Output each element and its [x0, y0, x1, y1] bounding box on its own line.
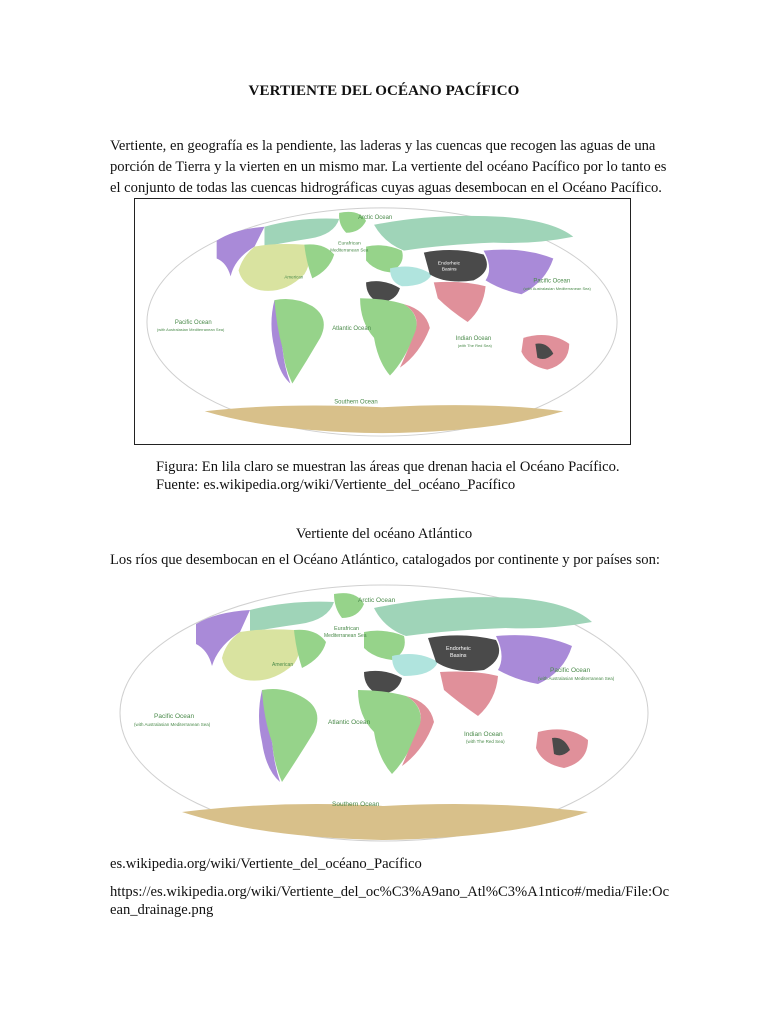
paragraph-line: Vertiente, en geografía es la pendiente, las laderas y las cuencas que recogen las aguas de una — [110, 138, 656, 154]
map-label-basins: Basins — [441, 267, 457, 273]
map-label-basins: Basins — [450, 653, 467, 659]
map-label-pacific-left: Pacific Ocean — [174, 319, 212, 326]
caption-line: Figura: En lila claro se muestran las áreas que drenan hacia el Océano Pacífico. — [156, 459, 620, 475]
section-intro: Los ríos que desembocan en el Océano Atlántico, catalogados por continente y por países son: — [110, 552, 660, 568]
section-subtitle: Vertiente del océano Atlántico — [295, 526, 473, 542]
link-line: https://es.wikipedia.org/wiki/Vertiente_del_oc%C3%A9ano_Atl%C3%A1ntico#/media/File:Oc — [110, 884, 670, 900]
map-label-pacific-right: Pacific Ocean — [550, 667, 591, 674]
map-label-endorheic: Endorheic — [437, 261, 461, 267]
map-label-american: American — [284, 274, 304, 280]
figure-caption — [156, 458, 620, 494]
map-label-pacific-sub-right: (with Australasian Mediterranean Sea) — [523, 286, 591, 292]
map-label-indian-sub: (with The Red Sea) — [457, 342, 492, 348]
map-label-southern: Southern Ocean — [334, 399, 378, 406]
map-label-pacific-left: Pacific Ocean — [154, 713, 195, 720]
map-label-arctic: Arctic Ocean — [358, 597, 396, 604]
intro-paragraph — [110, 136, 670, 199]
map-label-eurafrican: Eurafrican — [338, 241, 361, 247]
map-label-arctic: Arctic Ocean — [358, 214, 393, 221]
atlantic-drainage-map — [112, 580, 656, 846]
antarctica-region — [205, 405, 564, 433]
map-label-southern: Southern Ocean — [332, 801, 380, 808]
page-title: VERTIENTE DEL OCÉANO PACÍFICO — [248, 83, 520, 99]
map-label-american: American — [272, 662, 294, 668]
source-link-pacific[interactable]: es.wikipedia.org/wiki/Vertiente_del_océano_Pacífico — [110, 856, 422, 872]
map-label-atlantic: Atlantic Ocean — [328, 719, 371, 726]
paragraph-line: porción de Tierra y la vierten en un mismo mar. La vertiente del océano Pacífico por lo tanto es — [110, 159, 667, 175]
source-link-atlantic[interactable] — [110, 883, 670, 919]
map-label-indian-sub: (with The Red Sea) — [466, 739, 505, 744]
pacific-drainage-map — [134, 198, 631, 445]
map-label-pacific-right: Pacific Ocean — [533, 278, 571, 285]
map-label-med: Mediterranean Sea — [330, 247, 369, 253]
map-label-eurafrican: Eurafrican — [334, 626, 360, 632]
map-label-pacific-sub-right: (with Australasian Mediterranean Sea) — [538, 676, 615, 681]
map-label-atlantic: Atlantic Ocean — [332, 325, 372, 332]
caption-source: Fuente: es.wikipedia.org/wiki/Vertiente_del_océano_Pacífico — [156, 477, 516, 493]
map-label-indian: Indian Ocean — [455, 335, 492, 342]
world-map-2 — [112, 580, 656, 846]
map-label-med: Mediterranean Sea — [324, 633, 367, 639]
map-label-pacific-sub-left: (with Australasian Mediterranean Sea) — [156, 326, 225, 332]
map-label-indian: Indian Ocean — [464, 731, 503, 738]
world-map-1 — [135, 199, 630, 444]
antarctica-region — [182, 804, 588, 840]
map-label-endorheic: Endorheic — [446, 646, 471, 652]
paragraph-line: el conjunto de todas las cuencas hidrográficas cuyas aguas desembocan en el Océano Pacífico. — [110, 180, 662, 196]
link-line: ean_drainage.png — [110, 902, 214, 918]
map-label-pacific-sub-left: (with Australasian Mediterranean Sea) — [134, 722, 211, 727]
